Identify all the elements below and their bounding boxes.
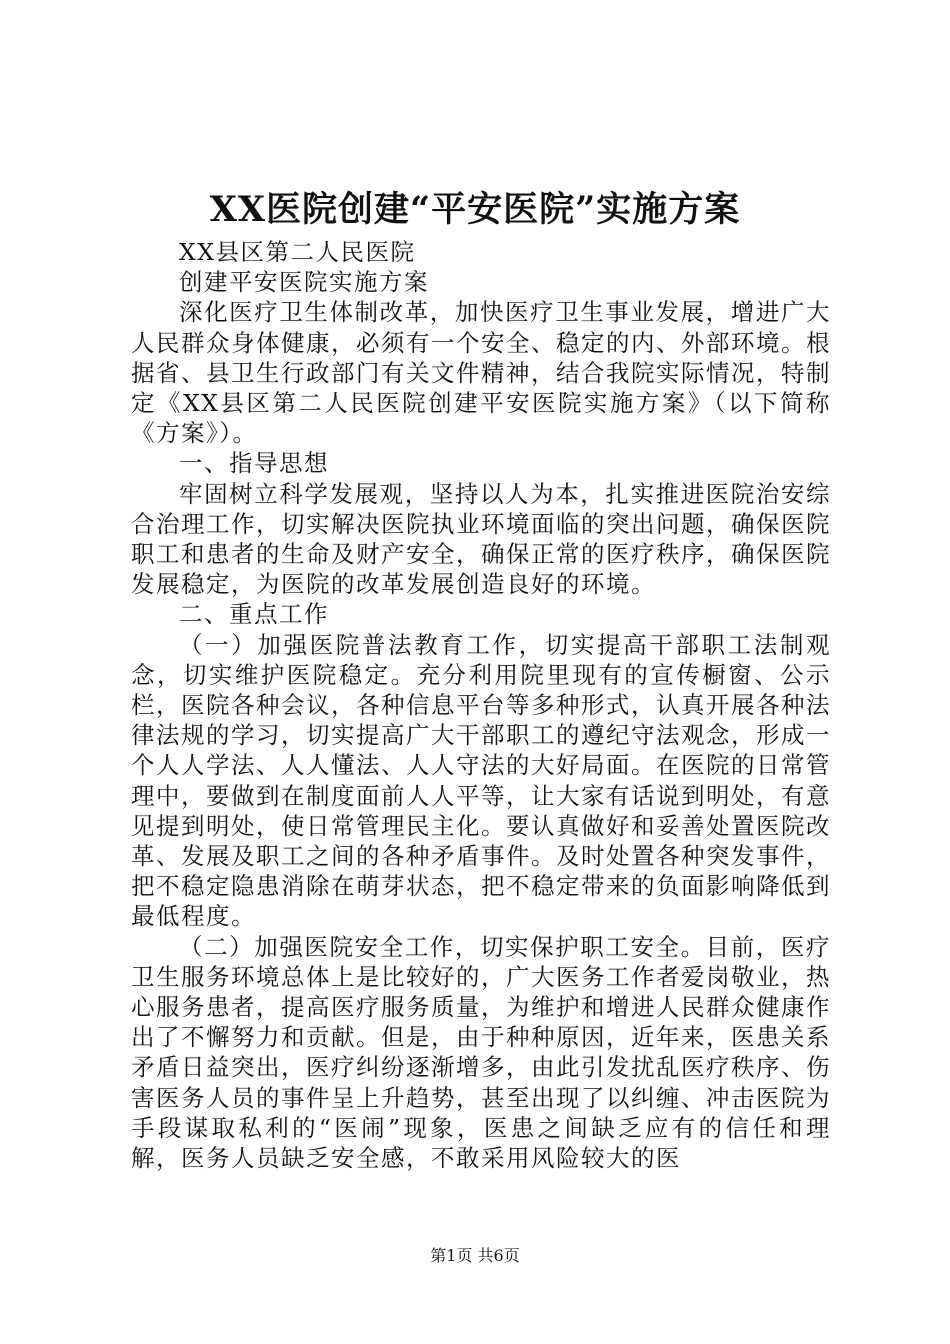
plan-subtitle-line: 创建平安医院实施方案	[179, 268, 429, 297]
page-number-footer: 第1页 共6页	[430, 1246, 520, 1265]
document-title: XX医院创建“平安医院”实施方案	[209, 189, 741, 230]
hospital-name-line: XX县区第二人民医院	[179, 238, 416, 266]
section-heading-key-work: 二、重点工作	[179, 600, 329, 629]
key-work-item-2-paragraph: （二）加强医院安全工作，切实保护职工安全。目前，医疗卫生服务环境总体上是比较好的，广大医务工作者爱岗敬业，热心服务患者，提高医疗服务质量，为维护和增进人民群众健康作出了不懈努力和贡献。但是，由于种种原因，近年来，医患关系矛盾日益突出，医疗纠纷逐渐增多，由此引发扰乱医疗秩序、伤害医务人员的事件呈上升趋势，甚至出现了以纠缠、冲击医院为手段谋取私利的“医闹”现象，医患之间缺乏应有的信任和理解，医务人员缺乏安全感，不敢采用风险较大的医	[131, 932, 831, 1173]
section-heading-guiding-ideology: 一、指导思想	[179, 449, 329, 478]
guiding-ideology-paragraph: 牢固树立科学发展观，坚持以人为本，扎实推进医院治安综合治理工作，切实解决医院执业环境面临的突出问题，确保医院职工和患者的生命及财产安全，确保正常的医疗秩序，确保医院发展稳定，为医院的改革发展创造良好的环境。	[131, 479, 831, 599]
key-work-item-1-paragraph: （一）加强医院普法教育工作，切实提高干部职工法制观念，切实维护医院稳定。充分利用院里现有的宣传橱窗、公示栏，医院各种会议，各种信息平台等多种形式，认真开展各种法律法规的学习，切实提高广大干部职工的遵纪守法观念，形成一个人人学法、人人懂法、人人守法的大好局面。在医院的日常管理中，要做到在制度面前人人平等，让大家有话说到明处，有意见提到明处，使日常管理民主化。要认真做好和妥善处置医院改革、发展及职工之间的各种矛盾事件。及时处置各种突发事件，把不稳定隐患消除在萌芽状态，把不稳定带来的负面影响降低到最低程度。	[131, 630, 831, 931]
intro-paragraph: 深化医疗卫生体制改革，加快医疗卫生事业发展，增进广大人民群众身体健康，必须有一个安全、稳定的内、外部环境。根据省、县卫生行政部门有关文件精神，结合我院实际情况，特制定《XX县区第二人民医院创建平安医院实施方案》（以下简称《方案》）。	[131, 298, 831, 448]
document-body	[131, 237, 831, 1173]
